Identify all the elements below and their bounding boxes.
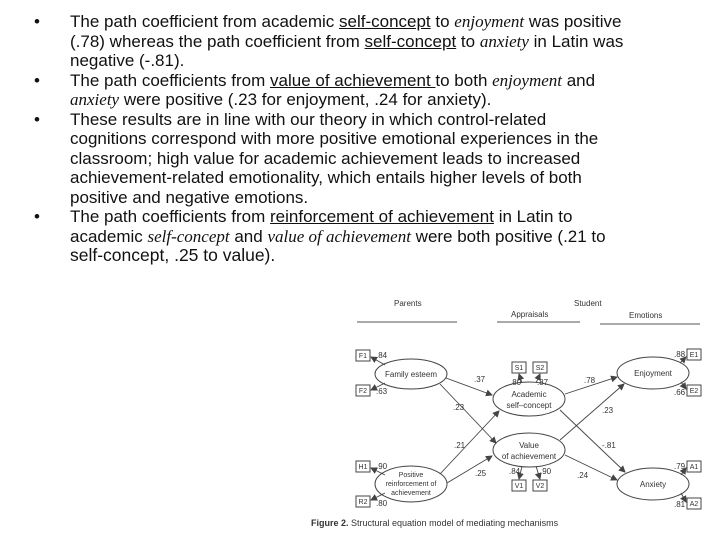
bullet-icon: • xyxy=(34,109,40,129)
indicator-r2-label: R2 xyxy=(358,499,368,506)
text: achievement-related emotionality, which entails higher levels of both xyxy=(70,168,582,187)
bullet-icon: • xyxy=(34,12,40,31)
value-of-achievement-node xyxy=(493,433,565,467)
loading-s1: .80 xyxy=(510,378,522,387)
text: The path coefficient from academic xyxy=(70,12,339,31)
italic-term: value of achievement xyxy=(267,226,411,246)
text: negative (-.81). xyxy=(70,51,185,70)
underlined-term: self-concept xyxy=(364,31,457,51)
text: were positive (.23 for enjoyment, .24 for anxiety). xyxy=(119,90,492,109)
loading-v2: .90 xyxy=(540,467,552,476)
text: in Latin to xyxy=(493,207,573,226)
loading-h1: .90 xyxy=(376,462,388,471)
loading-f2: .63 xyxy=(376,387,388,396)
text: classroom; high value for academic achievement leads to increased xyxy=(70,148,581,168)
loading-r2: .80 xyxy=(376,499,388,508)
text: cognitions correspond with more positive emotional experiences in the xyxy=(70,129,599,148)
underlined-term: value of achievement xyxy=(270,70,436,90)
underlined-term: self-concept xyxy=(339,12,431,31)
italic-term: self-concept xyxy=(147,226,230,246)
bullet-icon: • xyxy=(34,70,40,90)
academic-self-concept-node xyxy=(493,382,565,416)
header-emotions: Emotions xyxy=(629,311,663,320)
indicator-a1-label: A1 xyxy=(689,464,699,471)
path-asc-enj: .78 xyxy=(584,376,596,385)
text: were both positive (.21 to xyxy=(410,226,606,246)
loading-s2: .87 xyxy=(537,378,549,387)
italic-term: enjoyment xyxy=(454,12,525,31)
family-esteem-label: Family esteem xyxy=(384,370,438,379)
indicator-f2-label: F2 xyxy=(358,388,368,395)
italic-term: enjoyment xyxy=(492,70,562,90)
figure-caption-text: Structural equation model of mediating mechanisms xyxy=(348,518,559,528)
anxiety-label: Anxiety xyxy=(639,480,667,489)
text: was positive xyxy=(524,12,622,31)
indicator-h1-label: H1 xyxy=(358,464,368,471)
positive-reinforcement-label: reinforcement of xyxy=(385,481,437,488)
text: to both xyxy=(435,70,493,90)
path-fe-asc: .37 xyxy=(474,375,486,384)
bullet-icon: • xyxy=(34,207,40,226)
academic-self-concept-label: self–concept xyxy=(506,401,552,410)
text: and xyxy=(229,226,268,246)
figure-caption xyxy=(311,518,559,528)
header-appraisals: Appraisals xyxy=(511,310,549,319)
text: The path coefficients from xyxy=(70,207,271,226)
text: in Latin was xyxy=(528,31,624,51)
indicator-v1-label: V1 xyxy=(514,483,524,490)
loading-a2: .81 xyxy=(674,500,686,509)
underlined-term: reinforcement of achievement xyxy=(270,207,494,226)
loading-a1: .79 xyxy=(674,462,686,471)
positive-reinforcement-label: Positive xyxy=(398,472,424,479)
path-voa-enj: .23 xyxy=(602,406,614,415)
text: academic xyxy=(70,226,148,246)
path-pr-asc: .21 xyxy=(454,441,466,450)
text: and xyxy=(561,70,596,90)
text: The path coefficients from xyxy=(70,70,271,90)
text: self-concept, .25 to value). xyxy=(70,245,276,265)
indicator-e2-label: E2 xyxy=(689,388,699,395)
italic-term: anxiety xyxy=(479,31,529,51)
loading-v1: .84 xyxy=(509,467,521,476)
value-of-achievement-label: Value xyxy=(519,441,539,450)
text: to xyxy=(456,31,480,51)
header-student: Student xyxy=(574,299,602,308)
text: (.78) whereas the path coefficient from xyxy=(70,31,365,51)
academic-self-concept-label: Academic xyxy=(511,390,547,399)
value-of-achievement-label: of achievement xyxy=(501,452,557,461)
loading-e2: .66 xyxy=(674,388,686,397)
loading-e1: .88 xyxy=(674,350,686,359)
text: positive and negative emotions. xyxy=(70,187,309,207)
header-parents: Parents xyxy=(394,299,422,308)
indicator-s1-label: S1 xyxy=(514,365,524,372)
text: These results are in line with our theory in which control-related xyxy=(70,109,547,129)
text: to xyxy=(430,12,455,31)
enjoyment-label: Enjoyment xyxy=(634,369,672,378)
positive-reinforcement-label: achievement xyxy=(391,490,431,497)
loading-f1: .84 xyxy=(376,351,388,360)
path-pr-voa: .25 xyxy=(475,469,487,478)
italic-term: anxiety xyxy=(70,90,120,109)
indicator-v2-label: V2 xyxy=(535,483,545,490)
indicator-s2-label: S2 xyxy=(535,365,545,372)
figure-caption-label: Figure 2. xyxy=(311,518,349,528)
path-asc-anx: -.81 xyxy=(602,441,616,450)
indicator-e1-label: E1 xyxy=(689,352,699,359)
indicator-a2-label: A2 xyxy=(689,501,699,508)
path-fe-voa: .23 xyxy=(453,403,465,412)
path-voa-anx: .24 xyxy=(577,471,589,480)
indicator-f1-label: F1 xyxy=(358,353,368,360)
